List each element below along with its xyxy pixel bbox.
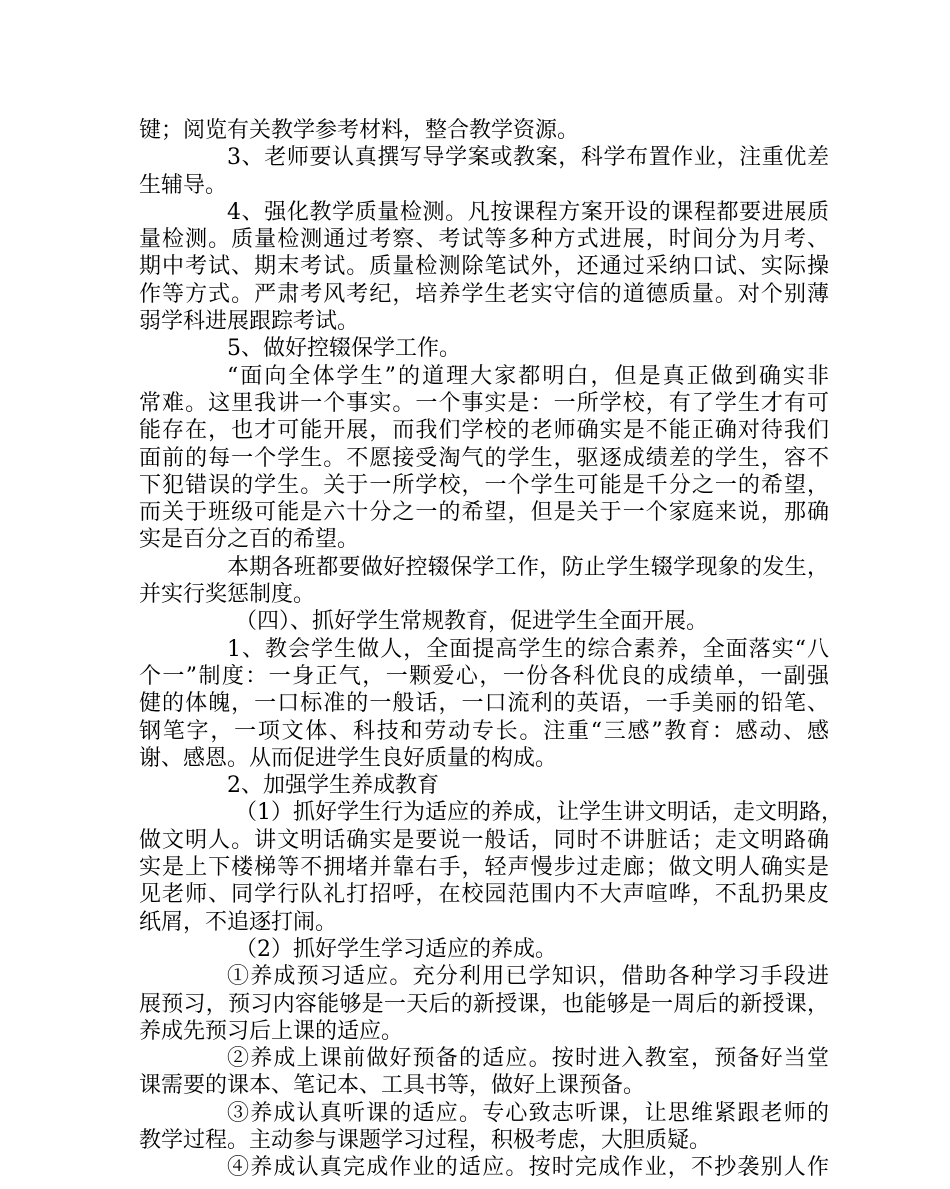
text-line: 量检测。质量检测通过考察、考试等多种方式进展，时间分为月考、 <box>139 227 829 253</box>
text-line: 3、老师要认真撰写导学案或教案，科学布置作业，注重优差 <box>227 145 829 171</box>
text-line: 1、教会学生做人，全面提高学生的综合素养，全面落实“八 <box>227 636 829 662</box>
document-page <box>139 117 843 1182</box>
text-line: 2、加强学生养成教育 <box>227 773 439 799</box>
text-line: 见老师、同学行队礼打招呼，在校园范围内不大声喧哗，不乱扔果皮 <box>139 882 829 908</box>
text-line: 纸屑，不追逐打闹。 <box>139 909 338 935</box>
text-line: 展预习，预习内容能够是一天后的新授课，也能够是一周后的新授课， <box>139 991 829 1017</box>
text-line: 健的体魄，一口标准的一般话，一口流利的英语，一手美丽的铅笔、 <box>139 691 829 717</box>
text-line: “面向全体学生”的道理大家都明白，但是真正做到确实非 <box>227 363 829 389</box>
text-line: 课需要的课本、笔记本、工具书等，做好上课预备。 <box>139 1073 646 1099</box>
text-line: （2）抓好学生学习适应的养成。 <box>235 936 557 962</box>
text-line: 面前的每一个学生。不愿接受淘气的学生，驱逐成绩差的学生，容不 <box>139 445 829 471</box>
text-line: 实是上下楼梯等不拥堵并靠右手，轻声慢步过走廊；做文明人确实是 <box>139 855 829 881</box>
text-line: 期中考试、期末考试。质量检测除笔试外，还通过采纳口试、实际操 <box>139 254 829 280</box>
text-line: ①养成预习适应。充分利用已学知识，借助各种学习手段进 <box>227 964 829 990</box>
text-line: 并实行奖惩制度。 <box>139 582 316 608</box>
text-line: 能存在，也才可能开展，而我们学校的老师确实是不能正确对待我们 <box>139 418 829 444</box>
text-line: 作等方式。严肃考风考纪，培养学生老实守信的道德质量。对个别薄 <box>139 281 829 307</box>
text-line: 养成先预习后上课的适应。 <box>139 1018 404 1044</box>
text-line: 谢、感恩。从而促进学生良好质量的构成。 <box>139 745 558 771</box>
text-line: 5、做好控辍保学工作。 <box>227 336 461 362</box>
text-line: 生辅导。 <box>139 172 228 198</box>
text-line: 键；阅览有关教学参考材料，整合教学资源。 <box>139 118 580 143</box>
text-line: 本期各班都要做好控辍保学工作，防止学生辍学现象的发生， <box>227 554 829 580</box>
text-line: 教学过程。主动参与课题学习过程，积极考虑，大胆质疑。 <box>139 1127 712 1153</box>
text-line: 常难。这里我讲一个事实。一个事实是：一所学校，有了学生才有可 <box>139 390 829 416</box>
text-line: ④养成认真完成作业的适应。按时完成作业，不抄袭别人作 <box>227 1155 829 1181</box>
text-line: 实是百分之百的希望。 <box>139 527 360 553</box>
text-line: 钢笔字，一项文体、科技和劳动专长。注重“三感”教育：感动、感 <box>139 718 829 744</box>
text-line: 而关于班级可能是六十分之一的希望，但是关于一个家庭来说，那确 <box>139 500 829 526</box>
text-line: 个一”制度：一身正气，一颗爱心，一份各科优良的成绩单，一副强 <box>139 663 829 689</box>
text-line: （四）、抓好学生常规教育，促进学生全面开展。 <box>235 609 709 635</box>
text-line: 4、强化教学质量检测。凡按课程方案开设的课程都要进展质 <box>227 199 829 225</box>
text-line: （1）抓好学生行为适应的养成，让学生讲文明话，走文明路， <box>235 800 843 826</box>
text-line: 弱学科进展跟踪考试。 <box>139 309 360 335</box>
text-line: 做文明人。讲文明话确实是要说一般话，同时不讲脏话；走文明路确 <box>139 827 829 853</box>
text-line: ③养成认真听课的适应。专心致志听课，让思维紧跟老师的 <box>227 1100 829 1126</box>
text-line: ②养成上课前做好预备的适应。按时进入教室，预备好当堂 <box>227 1046 829 1072</box>
text-line: 下犯错误的学生。关于一所学校，一个学生可能是千分之一的希望， <box>139 472 829 498</box>
